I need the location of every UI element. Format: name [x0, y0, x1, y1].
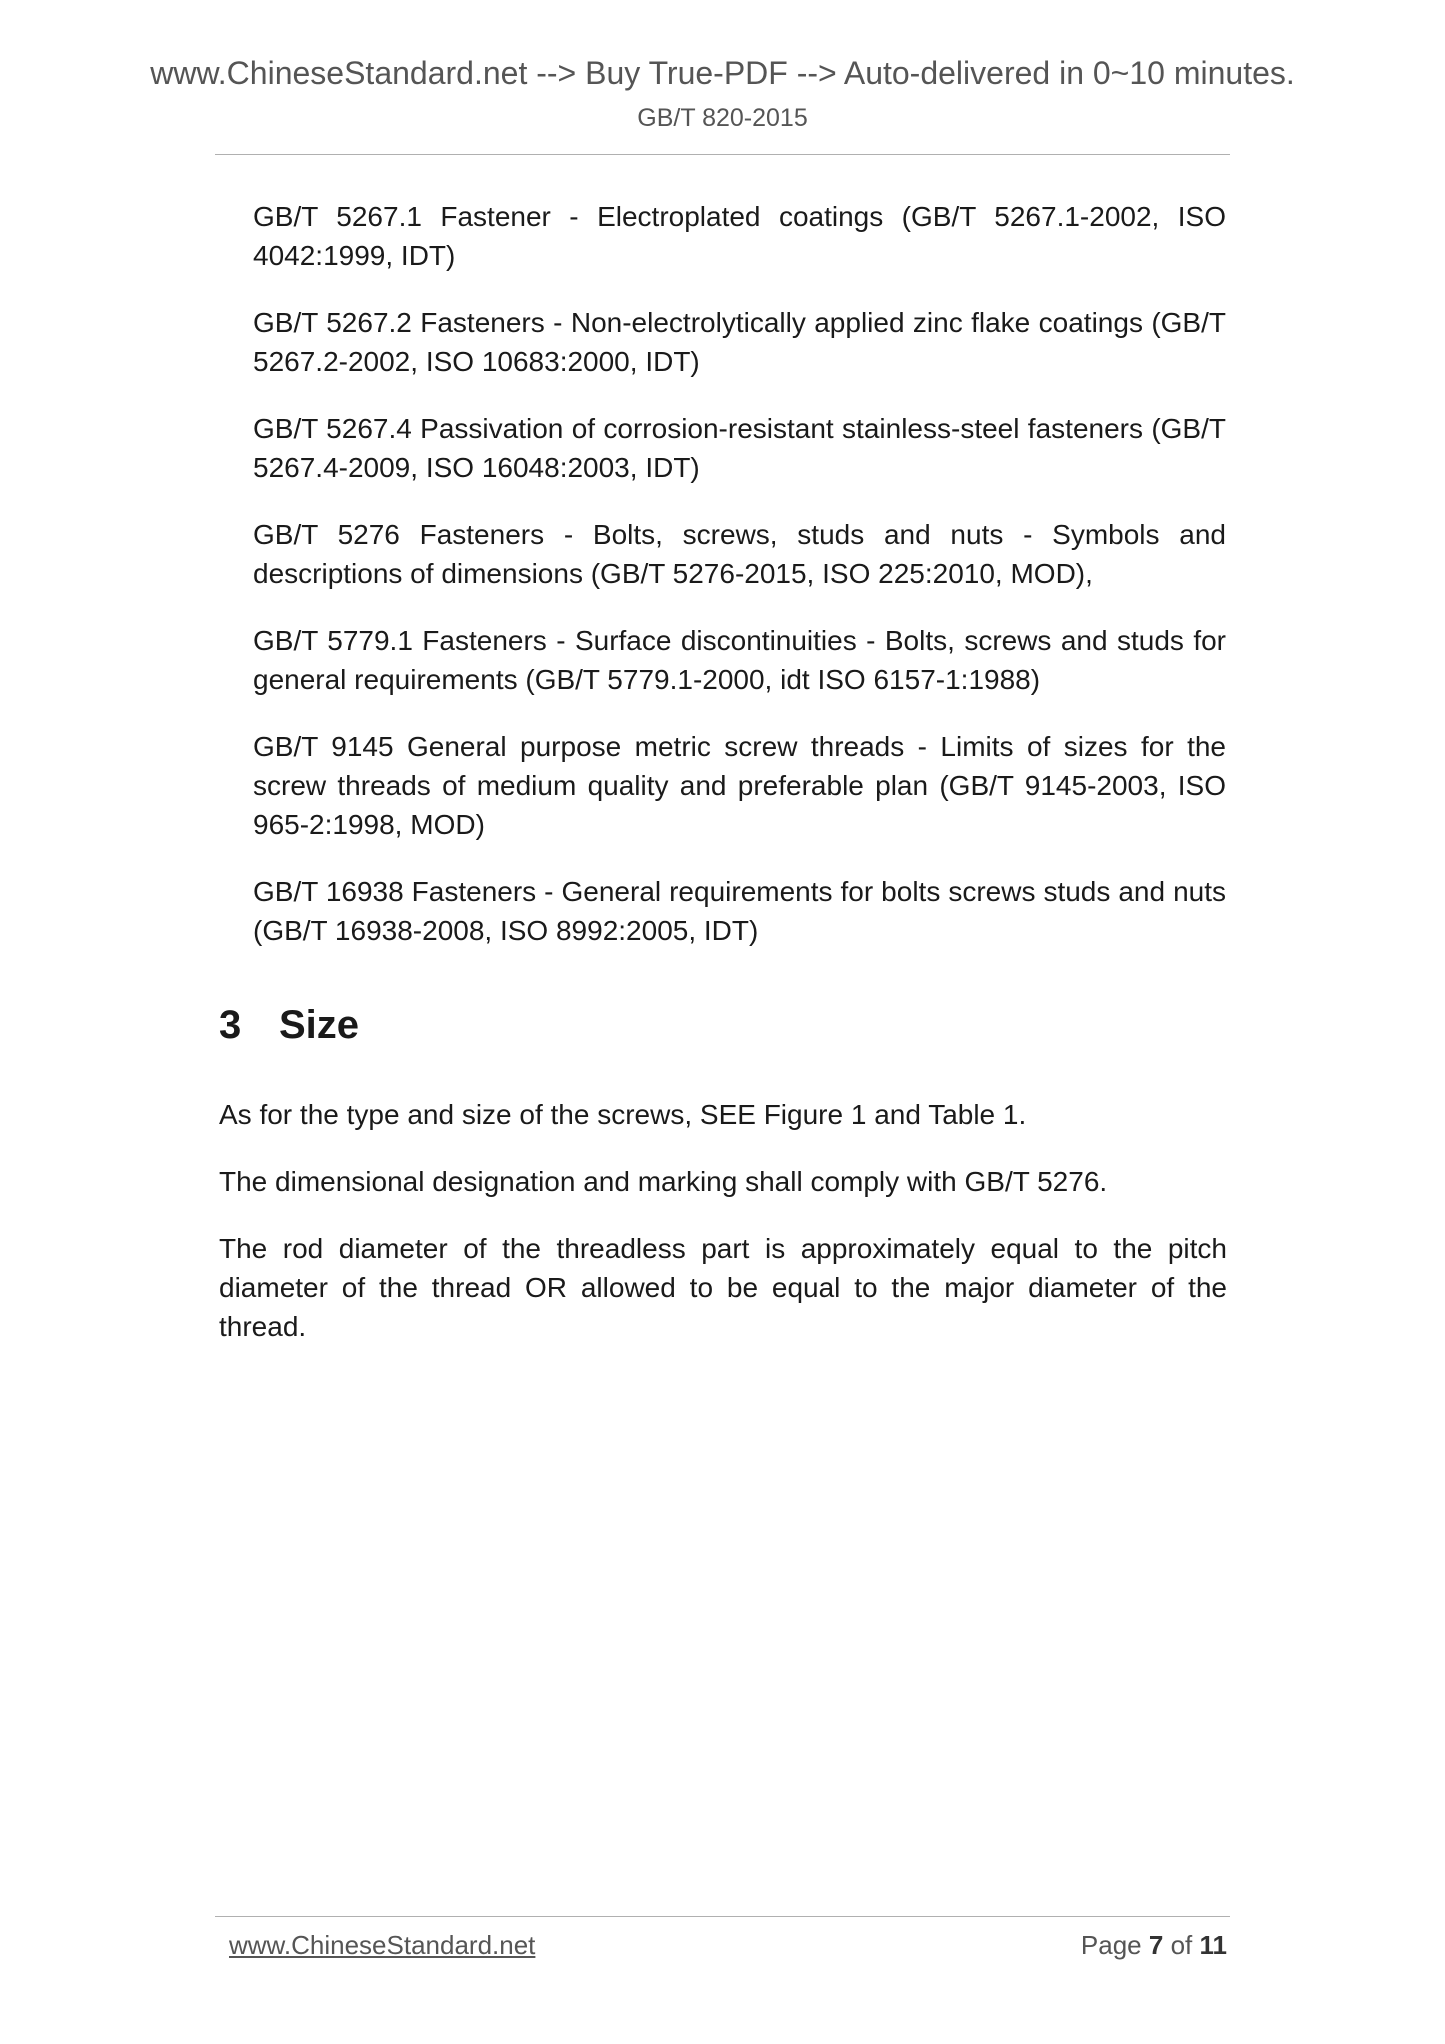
header-divider	[215, 154, 1230, 155]
reference-item: GB/T 5267.4 Passivation of corrosion-resistant stainless-steel fasteners (GB/T 5267.4-2009, ISO 16048:2003, IDT)	[253, 413, 1226, 483]
footer-divider	[215, 1916, 1230, 1917]
normative-references-list	[253, 197, 1226, 978]
section-title: Size	[279, 1003, 360, 1047]
page-indicator	[0, 1930, 1227, 1961]
reference-item: GB/T 5276 Fasteners - Bolts, screws, studs and nuts - Symbols and descriptions of dimensions (GB/T 5276-2015, ISO 225:2010, MOD),	[253, 519, 1226, 589]
page-prefix: Page	[1080, 1930, 1142, 1960]
reference-item: GB/T 9145 General purpose metric screw threads - Limits of sizes for the screw threads of medium quality and preferable plan (GB/T 9145-2003, ISO 965-2:1998, MOD)	[253, 731, 1226, 840]
reference-item: GB/T 5779.1 Fasteners - Surface discontinuities - Bolts, screws and studs for general requirements (GB/T 5779.1-2000, idt ISO 6157-1:1988)	[253, 625, 1226, 695]
page-of: of	[1170, 1930, 1193, 1960]
page-total: 11	[1199, 1930, 1227, 1960]
header-banner: www.ChineseStandard.net --> Buy True-PDF --> Auto-delivered in 0~10 minutes.	[150, 55, 1295, 91]
section-paragraph: The dimensional designation and marking shall comply with GB/T 5276.	[219, 1166, 1108, 1197]
section-paragraph: As for the type and size of the screws, SEE Figure 1 and Table 1.	[219, 1099, 1027, 1130]
section-paragraph: The rod diameter of the threadless part is approximately equal to the pitch diameter of the thread OR allowed to be equal to the major diameter of the thread.	[219, 1233, 1227, 1342]
section-heading	[219, 1000, 1227, 1050]
reference-item: GB/T 16938 Fasteners - General requirements for bolts screws studs and nuts (GB/T 16938-2008, ISO 8992:2005, IDT)	[253, 876, 1226, 946]
document-id: GB/T 820-2015	[637, 104, 808, 132]
footer-website-link[interactable]: www.ChineseStandard.net	[229, 1930, 536, 1960]
section-size	[219, 1000, 1227, 1374]
reference-item: GB/T 5267.1 Fastener - Electroplated coatings (GB/T 5267.1-2002, ISO 4042:1999, IDT)	[253, 201, 1226, 271]
page-current: 7	[1148, 1930, 1164, 1960]
reference-item: GB/T 5267.2 Fasteners - Non-electrolytically applied zinc flake coatings (GB/T 5267.2-2002, ISO 10683:2000, IDT)	[253, 307, 1226, 377]
section-number: 3	[219, 1003, 242, 1047]
